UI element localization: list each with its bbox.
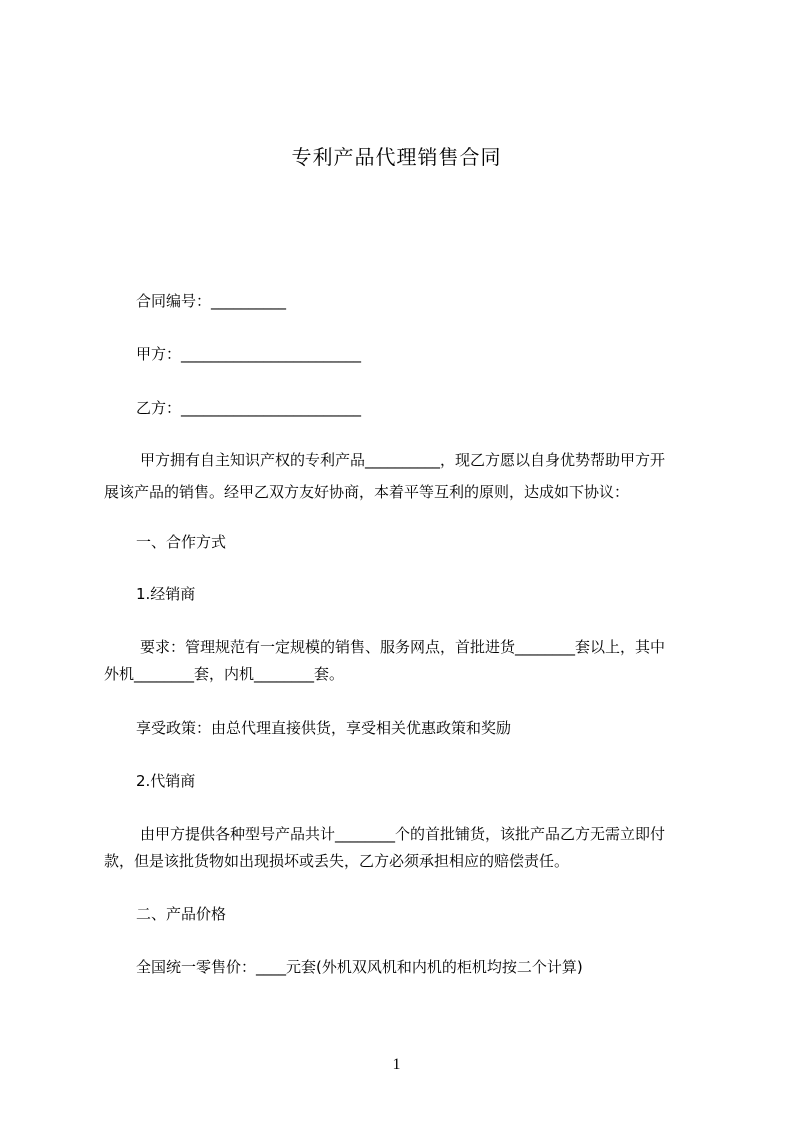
contract-number-field: 合同编号：__________	[136, 292, 287, 310]
section-1-heading: 一、合作方式	[136, 533, 227, 551]
item-1-policy: 享受政策：由总代理直接供货，享受相关优惠政策和奖励	[136, 719, 512, 737]
intro-paragraph-line-2: 展该产品的销售。经甲乙双方友好协商，本着平等互利的原则，达成如下协议：	[104, 483, 630, 501]
intro-paragraph-line-1: 甲方拥有自主知识产权的专利产品__________，现乙方愿以自身优势帮助甲方开	[140, 451, 666, 469]
retail-price-line: 全国统一零售价：____元套(外机双风机和内机的柜机均按二个计算)	[136, 958, 583, 976]
item-1-requirement-line-2: 外机________套，内机________套。	[104, 665, 345, 683]
party-a-field: 甲方：________________________	[136, 345, 362, 363]
item-2-paragraph-line-2: 款，但是该批货物如出现损坏或丢失，乙方必须承担相应的赔偿责任。	[104, 852, 570, 870]
document-title: 专利产品代理销售合同	[291, 145, 502, 169]
item-2-heading: 2.代销商	[136, 772, 196, 790]
item-1-requirement-line-1: 要求：管理规范有一定规模的销售、服务网点，首批进货________套以上，其中	[140, 638, 666, 656]
item-2-paragraph-line-1: 由甲方提供各种型号产品共计________个的首批铺货，该批产品乙方无需立即付	[140, 825, 666, 843]
section-2-heading: 二、产品价格	[136, 905, 227, 923]
party-b-field: 乙方：________________________	[136, 399, 362, 417]
page-number: 1	[392, 1056, 401, 1073]
item-1-heading: 1.经销商	[136, 585, 196, 603]
